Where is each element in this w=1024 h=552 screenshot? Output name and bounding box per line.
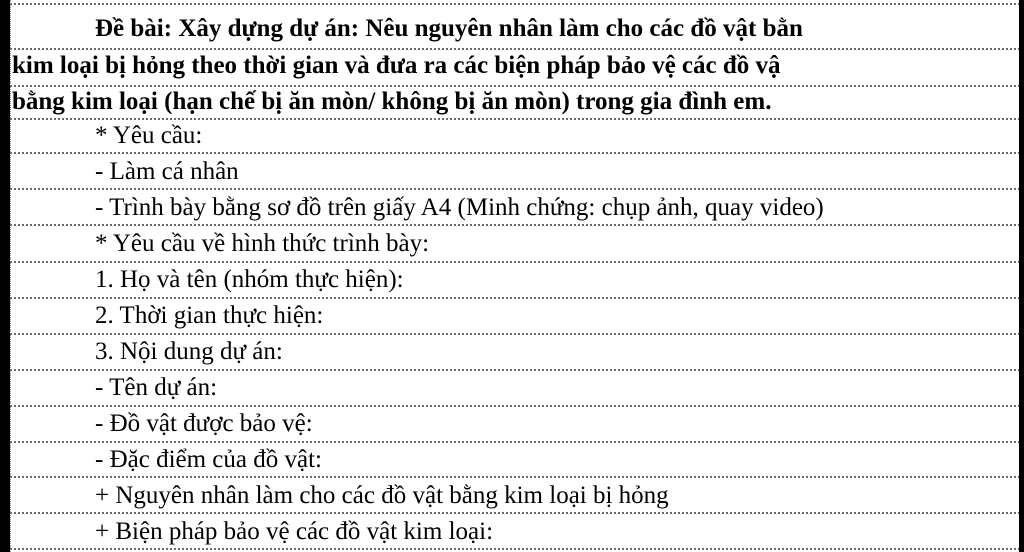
grid-line <box>10 118 1024 120</box>
requirement-diagram: - Trình bày bằng sơ đồ trên giấy A4 (Minh chứng: chụp ảnh, quay video) <box>95 194 824 221</box>
grid-line <box>10 512 1024 514</box>
title-line-3: bằng kim loại (hạn chế bị ăn mòn/ không bị ăn mòn) trong gia đình em. <box>12 88 772 115</box>
object-features: - Đặc điểm của đồ vật: <box>95 446 322 473</box>
protection-measures: + Biện pháp bảo vệ các đồ vật kim loại: <box>95 518 494 545</box>
item-name: 1. Họ và tên (nhóm thực hiện): <box>95 266 404 293</box>
grid-line <box>10 297 1024 299</box>
grid-line <box>10 548 1024 550</box>
grid-line <box>10 441 1024 443</box>
grid-line <box>10 224 1024 226</box>
damage-causes: + Nguyên nhân làm cho các đồ vật bằng kim loại bị hỏng <box>95 482 669 509</box>
grid-line <box>10 48 1024 50</box>
requirement-individual: - Làm cá nhân <box>95 158 239 185</box>
grid-line <box>10 405 1024 407</box>
grid-line <box>10 152 1024 154</box>
requirements-heading: * Yêu cầu: <box>95 122 203 149</box>
project-name: - Tên dự án: <box>95 374 218 401</box>
grid-line <box>10 476 1024 478</box>
protected-object: - Đồ vật được bảo vệ: <box>95 410 313 437</box>
grid-line <box>10 369 1024 371</box>
right-edge-border <box>1019 0 1024 552</box>
grid-line <box>10 261 1024 263</box>
format-requirements-heading: * Yêu cầu về hình thức trình bày: <box>95 230 430 257</box>
title-line-2: kim loại bị hỏng theo thời gian và đưa ra các biện pháp bảo vệ các đồ vậ <box>12 52 781 79</box>
grid-line <box>10 188 1024 190</box>
grid-line <box>10 3 1024 5</box>
title-line-1: Đề bài: Xây dựng dự án: Nêu nguyên nhân làm cho các đồ vật bằn <box>95 15 803 42</box>
grid-border-left <box>10 0 11 552</box>
item-content: 3. Nội dung dự án: <box>95 338 283 365</box>
item-time: 2. Thời gian thực hiện: <box>95 302 324 329</box>
grid-line <box>10 333 1024 335</box>
document-page <box>10 0 1024 552</box>
